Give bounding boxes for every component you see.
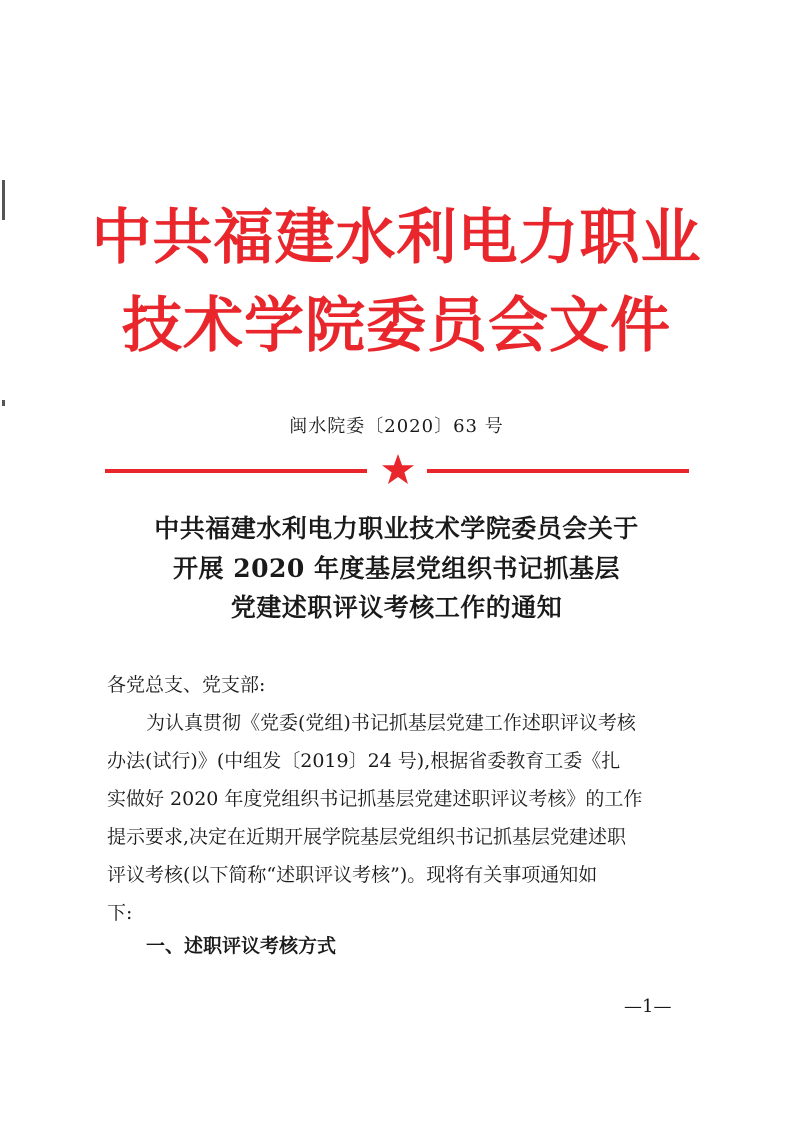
document-header-line-2: 技术学院委员会文件 [122,291,671,361]
divider-rule-left [105,469,367,473]
scan-edge-mark [2,400,5,406]
notice-title-line-3: 党建述职评议考核工作的通知 [230,593,563,622]
red-divider [105,461,689,483]
document-number: 闽水院委〔2020〕63 号 [289,416,504,437]
section-heading: 一、述职评议考核方式 [146,935,337,957]
notice-title-line-1: 中共福建水利电力职业技术学院委员会关于 [154,514,639,543]
document-header-line-1: 中共福建水利电力职业 [91,203,702,273]
divider-rule-right [427,469,689,473]
body-line: 办法(试行)》(中组发〔2019〕24 号),根据省委教育工委《扎 [107,750,621,772]
star-icon [381,453,415,487]
body-line: 实做好 2020 年度党组织书记抓基层党建述职评议考核》的工作 [107,788,643,810]
body-line: 为认真贯彻《党委(党组)书记抓基层党建工作述职评议考核 [146,712,636,734]
body-line: 评议考核(以下简称“述职评议考核”)。现将有关事项通知如 [107,864,598,886]
page-number: —1— [624,996,672,1017]
notice-title-line-2: 开展 2020 年度基层党组织书记抓基层 [173,554,620,583]
salutation: 各党总支、党支部: [107,674,266,696]
body-line: 提示要求,决定在近期开展学院基层党组织书记抓基层党建述职 [107,826,627,848]
body-line: 下: [107,902,133,924]
